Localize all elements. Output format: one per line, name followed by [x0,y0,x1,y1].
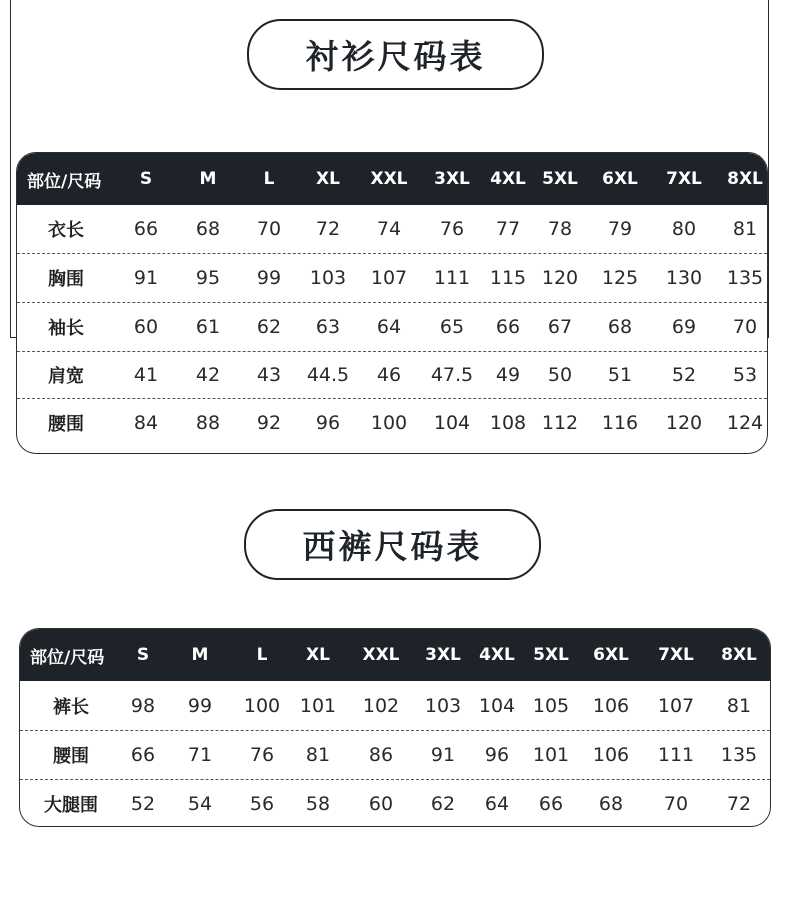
value-cell: 107 [370,267,408,289]
row-label: 衣长 [48,220,84,241]
pants-title-text: 西裤尺码表 [302,527,483,566]
pants-title [244,509,541,580]
header-cell: M [191,645,209,665]
value-cell: 88 [195,412,221,434]
value-cell: 72 [315,218,341,240]
header-cell: 7XL [666,169,702,189]
row-label: 腰围 [48,414,84,435]
value-cell: 135 [720,744,758,766]
value-cell: 81 [726,694,752,717]
value-cell: 92 [256,412,282,434]
value-cell: 60 [368,792,394,815]
value-cell: 68 [598,792,624,815]
value-cell: 80 [671,218,697,240]
value-cell: 96 [484,744,510,766]
value-cell: 106 [592,744,630,766]
value-cell: 106 [592,694,630,717]
header-cell: L [263,169,275,189]
value-cell: 70 [732,316,758,338]
value-cell: 96 [315,412,341,434]
value-cell: 116 [601,412,639,434]
row-label: 胸围 [48,269,84,290]
shirt-title [247,19,544,90]
value-cell: 47.5 [430,364,474,386]
shirt-title-text: 衬衫尺码表 [305,37,486,76]
table-row [17,205,767,253]
value-cell: 43 [256,364,282,386]
table-row [17,302,767,351]
header-cell: 8XL [721,645,757,665]
value-cell: 124 [726,412,764,434]
table-row [17,398,767,447]
value-cell: 108 [489,412,527,434]
value-cell: 74 [376,218,402,240]
value-cell: 91 [133,267,159,289]
value-cell: 64 [484,792,510,815]
header-cell: 5XL [533,645,569,665]
value-cell: 101 [299,694,337,717]
value-cell: 99 [256,267,282,289]
value-cell: 84 [133,412,159,434]
value-cell: 62 [430,792,456,815]
value-cell: 56 [249,792,275,815]
row-label: 裤长 [53,696,89,718]
table-row [17,253,767,302]
value-cell: 60 [133,316,159,338]
value-cell: 78 [547,218,573,240]
value-cell: 76 [249,744,275,766]
header-cell: 7XL [658,645,694,665]
header-cell: 6XL [593,645,629,665]
header-cell: 4XL [490,169,526,189]
value-cell: 63 [315,316,341,338]
value-cell: 66 [130,744,156,766]
value-cell: 101 [532,744,570,766]
row-label: 肩宽 [48,366,84,387]
value-cell: 65 [439,316,465,338]
header-cell: M [199,169,217,189]
value-cell: 104 [478,694,516,717]
value-cell: 68 [607,316,633,338]
value-cell: 69 [671,316,697,338]
value-cell: 103 [424,694,462,717]
header-cell: 部位/尺码 [30,647,105,668]
table-row [20,730,770,779]
table-row [20,681,770,730]
value-cell: 105 [532,694,570,717]
value-cell: 125 [601,267,639,289]
value-cell: 42 [195,364,221,386]
value-cell: 115 [489,267,527,289]
value-cell: 49 [495,364,521,386]
value-cell: 100 [243,694,281,717]
value-cell: 95 [195,267,221,289]
table-row [17,351,767,398]
value-cell: 111 [433,267,471,289]
header-cell: S [139,169,153,189]
value-cell: 120 [541,267,579,289]
shirt-size-table [16,152,768,454]
value-cell: 130 [665,267,703,289]
value-cell: 111 [657,744,695,766]
header-cell: 部位/尺码 [27,171,102,192]
table-header [20,629,770,681]
value-cell: 79 [607,218,633,240]
value-cell: 72 [726,792,752,815]
value-cell: 58 [305,792,331,815]
header-cell: XXL [362,645,400,665]
header-cell: 6XL [602,169,638,189]
header-cell: L [256,645,268,665]
header-cell: 3XL [425,645,461,665]
value-cell: 54 [187,792,213,815]
row-label: 大腿围 [44,794,98,816]
value-cell: 66 [133,218,159,240]
table-row [20,779,770,827]
value-cell: 50 [547,364,573,386]
value-cell: 53 [732,364,758,386]
value-cell: 41 [133,364,159,386]
value-cell: 44.5 [306,364,350,386]
value-cell: 81 [305,744,331,766]
value-cell: 52 [671,364,697,386]
pants-size-table [19,628,771,827]
value-cell: 91 [430,744,456,766]
header-cell: 4XL [479,645,515,665]
value-cell: 70 [256,218,282,240]
row-label: 袖长 [48,318,84,339]
value-cell: 107 [657,694,695,717]
value-cell: 112 [541,412,579,434]
value-cell: 66 [538,792,564,815]
table-header [17,153,767,205]
value-cell: 71 [187,744,213,766]
value-cell: 66 [495,316,521,338]
value-cell: 81 [732,218,758,240]
value-cell: 104 [433,412,471,434]
value-cell: 86 [368,744,394,766]
value-cell: 103 [309,267,347,289]
value-cell: 70 [663,792,689,815]
value-cell: 98 [130,694,156,717]
value-cell: 100 [370,412,408,434]
value-cell: 99 [187,694,213,717]
value-cell: 102 [362,694,400,717]
value-cell: 135 [726,267,764,289]
header-cell: 8XL [727,169,763,189]
value-cell: 46 [376,364,402,386]
header-cell: XL [316,169,340,189]
header-cell: XXL [370,169,408,189]
value-cell: 52 [130,792,156,815]
value-cell: 62 [256,316,282,338]
value-cell: 67 [547,316,573,338]
value-cell: 64 [376,316,402,338]
value-cell: 68 [195,218,221,240]
header-cell: 3XL [434,169,470,189]
header-cell: S [136,645,150,665]
value-cell: 51 [607,364,633,386]
value-cell: 77 [495,218,521,240]
value-cell: 61 [195,316,221,338]
value-cell: 120 [665,412,703,434]
value-cell: 76 [439,218,465,240]
header-cell: 5XL [542,169,578,189]
row-label: 腰围 [53,746,89,767]
header-cell: XL [306,645,330,665]
